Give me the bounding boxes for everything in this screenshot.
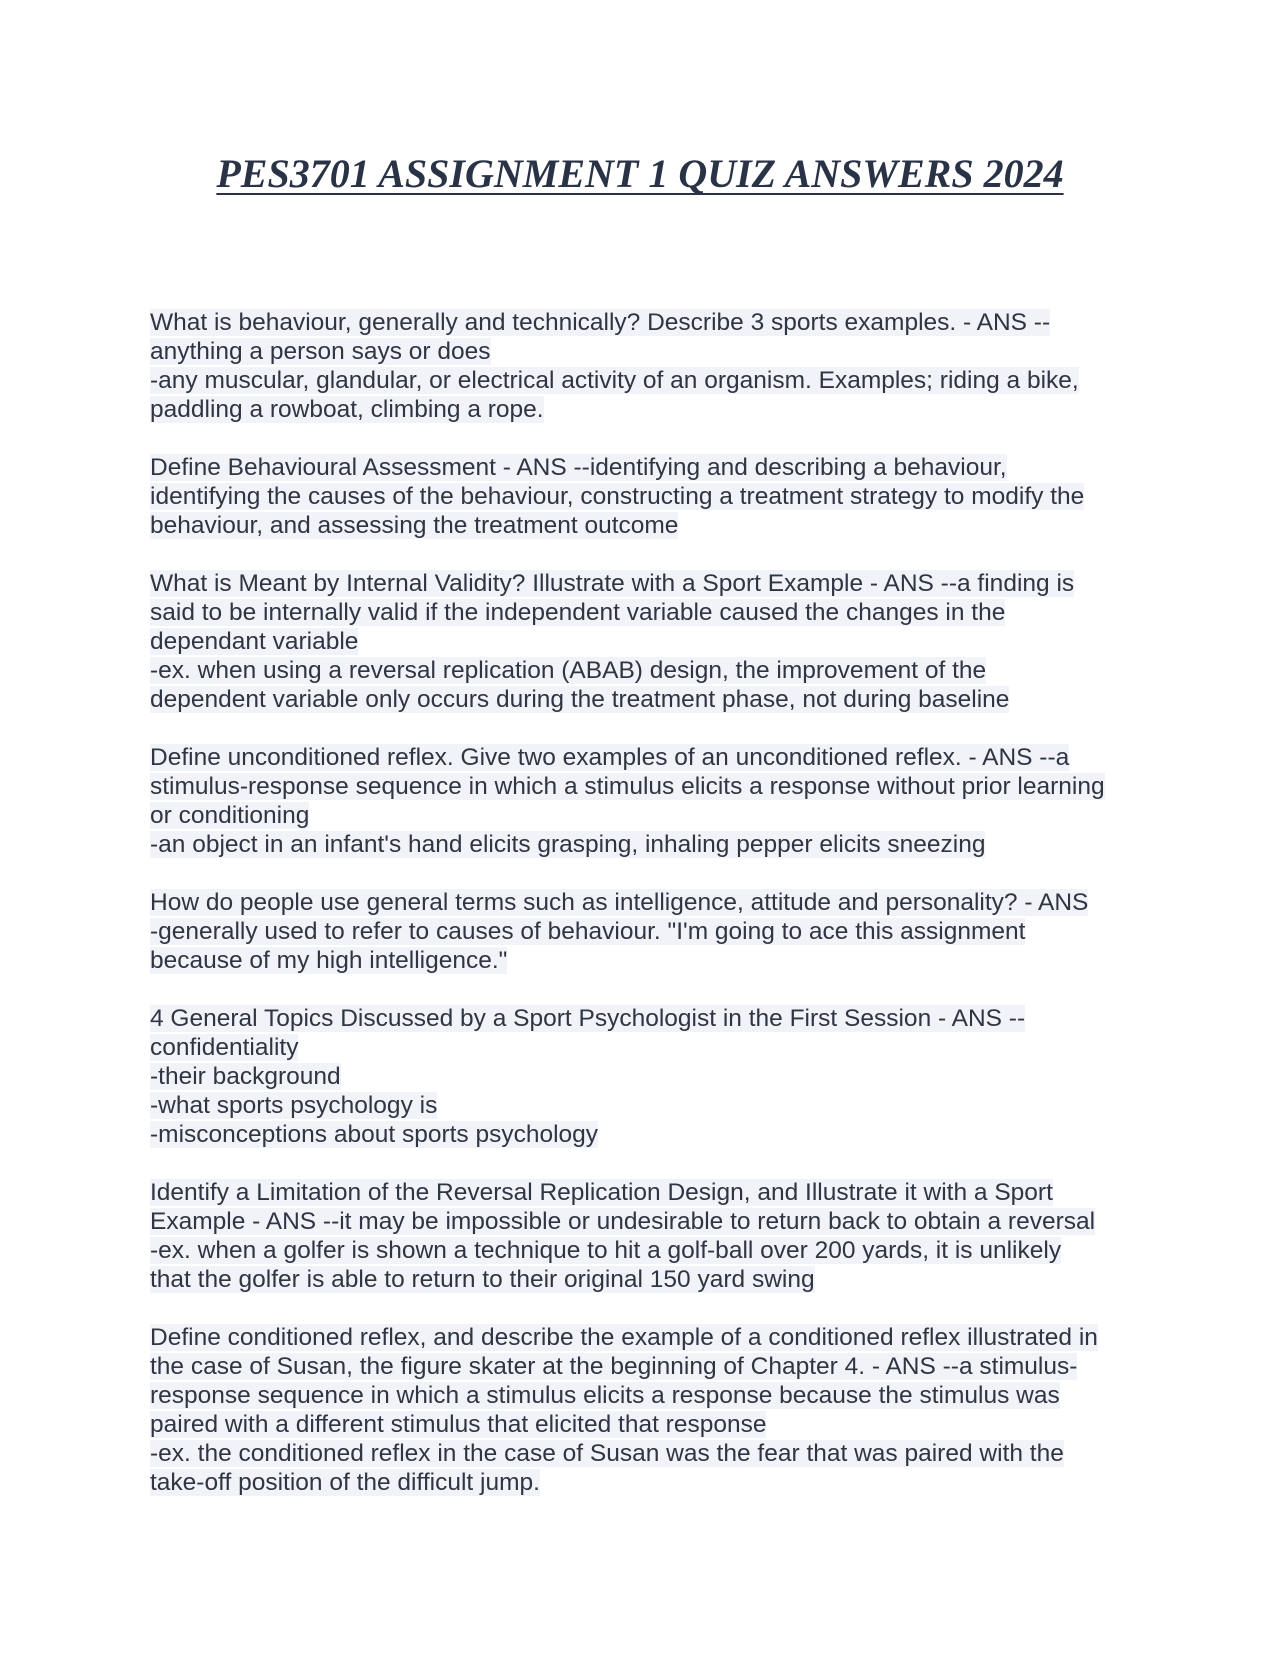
qa-line-text: Identify a Limitation of the Reversal Replication Design, and Illustrate it with a Sport	[150, 1179, 1053, 1206]
qa-line	[150, 1381, 1150, 1410]
qa-line	[150, 801, 1150, 830]
qa-line	[150, 946, 1150, 975]
qa-line-text: stimulus-response sequence in which a stimulus elicits a response without prior learning	[150, 773, 1105, 800]
qa-line-text: paired with a different stimulus that elicited that response	[150, 1411, 767, 1438]
qa-line-text: anything a person says or does	[150, 338, 491, 365]
qa-line-text: behaviour, and assessing the treatment outcome	[150, 512, 679, 539]
qa-line-text: What is behaviour, generally and technically? Describe 3 sports examples. - ANS --	[150, 309, 1051, 336]
qa-line-text: How do people use general terms such as intelligence, attitude and personality? - ANS	[150, 889, 1089, 916]
qa-line	[150, 1033, 1150, 1062]
qa-line	[150, 1178, 1150, 1207]
document-title	[0, 148, 1280, 200]
qa-line	[150, 366, 1150, 395]
qa-line-text: 4 General Topics Discussed by a Sport Psychologist in the First Session - ANS --	[150, 1005, 1026, 1032]
qa-line	[150, 1323, 1150, 1352]
qa-line	[150, 511, 1150, 540]
qa-line-text: -ex. the conditioned reflex in the case of Susan was the fear that was paired with the	[150, 1440, 1064, 1467]
qa-line	[150, 656, 1150, 685]
qa-line-text: Define unconditioned reflex. Give two examples of an unconditioned reflex. - ANS --a	[150, 744, 1070, 771]
qa-line	[150, 1120, 1150, 1149]
qa-line-text: said to be internally valid if the independent variable caused the changes in the	[150, 599, 1006, 626]
qa-line-text: Example - ANS --it may be impossible or undesirable to return back to obtain a reversal	[150, 1208, 1096, 1235]
qa-list	[150, 308, 1150, 1526]
qa-line	[150, 1207, 1150, 1236]
qa-line	[150, 772, 1150, 801]
qa-line-text: because of my high intelligence."	[150, 947, 508, 974]
qa-item	[150, 888, 1150, 975]
qa-line	[150, 1004, 1150, 1033]
qa-line-text: confidentiality	[150, 1034, 299, 1061]
qa-line-text: identifying the causes of the behaviour, constructing a treatment strategy to modify the	[150, 483, 1085, 510]
qa-line-text: -any muscular, glandular, or electrical activity of an organism. Examples; riding a bike,	[150, 367, 1079, 394]
qa-line	[150, 1439, 1150, 1468]
qa-item	[150, 1004, 1150, 1149]
qa-line-text: -misconceptions about sports psychology	[150, 1121, 599, 1148]
qa-line-text: -what sports psychology is	[150, 1092, 438, 1119]
qa-line	[150, 453, 1150, 482]
qa-line	[150, 1265, 1150, 1294]
qa-line	[150, 1410, 1150, 1439]
qa-line	[150, 569, 1150, 598]
qa-line	[150, 337, 1150, 366]
qa-item	[150, 1323, 1150, 1497]
qa-line	[150, 830, 1150, 859]
qa-line-text: or conditioning	[150, 802, 310, 829]
qa-line	[150, 627, 1150, 656]
qa-line-text: What is Meant by Internal Validity? Illustrate with a Sport Example - ANS --a finding is	[150, 570, 1075, 597]
qa-line	[150, 395, 1150, 424]
qa-line-text: paddling a rowboat, climbing a rope.	[150, 396, 544, 423]
qa-line-text: -their background	[150, 1063, 341, 1090]
qa-item	[150, 308, 1150, 424]
qa-line-text: the case of Susan, the figure skater at the beginning of Chapter 4. - ANS --a stimulus-	[150, 1353, 1078, 1380]
qa-item	[150, 453, 1150, 540]
qa-line-text: dependant variable	[150, 628, 359, 655]
qa-line-text: -an object in an infant's hand elicits grasping, inhaling pepper elicits sneezing	[150, 831, 986, 858]
qa-line-text: -generally used to refer to causes of behaviour. "I'm going to ace this assignment	[150, 918, 1026, 945]
qa-line-text: Define conditioned reflex, and describe the example of a conditioned reflex illustrated in	[150, 1324, 1098, 1351]
qa-line	[150, 888, 1150, 917]
qa-line-text: Define Behavioural Assessment - ANS --identifying and describing a behaviour,	[150, 454, 1007, 481]
qa-line	[150, 1468, 1150, 1497]
qa-line-text: that the golfer is able to return to their original 150 yard swing	[150, 1266, 815, 1293]
qa-line-text: -ex. when using a reversal replication (ABAB) design, the improvement of the	[150, 657, 987, 684]
qa-line-text: -ex. when a golfer is shown a technique to hit a golf-ball over 200 yards, it is unlikely	[150, 1237, 1062, 1264]
qa-item	[150, 1178, 1150, 1294]
qa-line-text: take-off position of the difficult jump.	[150, 1469, 540, 1496]
document-title-text: PES3701 ASSIGNMENT 1 QUIZ ANSWERS 2024	[216, 151, 1064, 196]
qa-line-text: response sequence in which a stimulus elicits a response because the stimulus was	[150, 1382, 1060, 1409]
qa-line	[150, 917, 1150, 946]
qa-item	[150, 743, 1150, 859]
qa-line	[150, 598, 1150, 627]
qa-line	[150, 482, 1150, 511]
qa-line	[150, 685, 1150, 714]
qa-line	[150, 1236, 1150, 1265]
qa-line	[150, 1062, 1150, 1091]
qa-line	[150, 308, 1150, 337]
qa-line	[150, 1352, 1150, 1381]
qa-line	[150, 1091, 1150, 1120]
qa-item	[150, 569, 1150, 714]
qa-line	[150, 743, 1150, 772]
qa-line-text: dependent variable only occurs during the treatment phase, not during baseline	[150, 686, 1010, 713]
